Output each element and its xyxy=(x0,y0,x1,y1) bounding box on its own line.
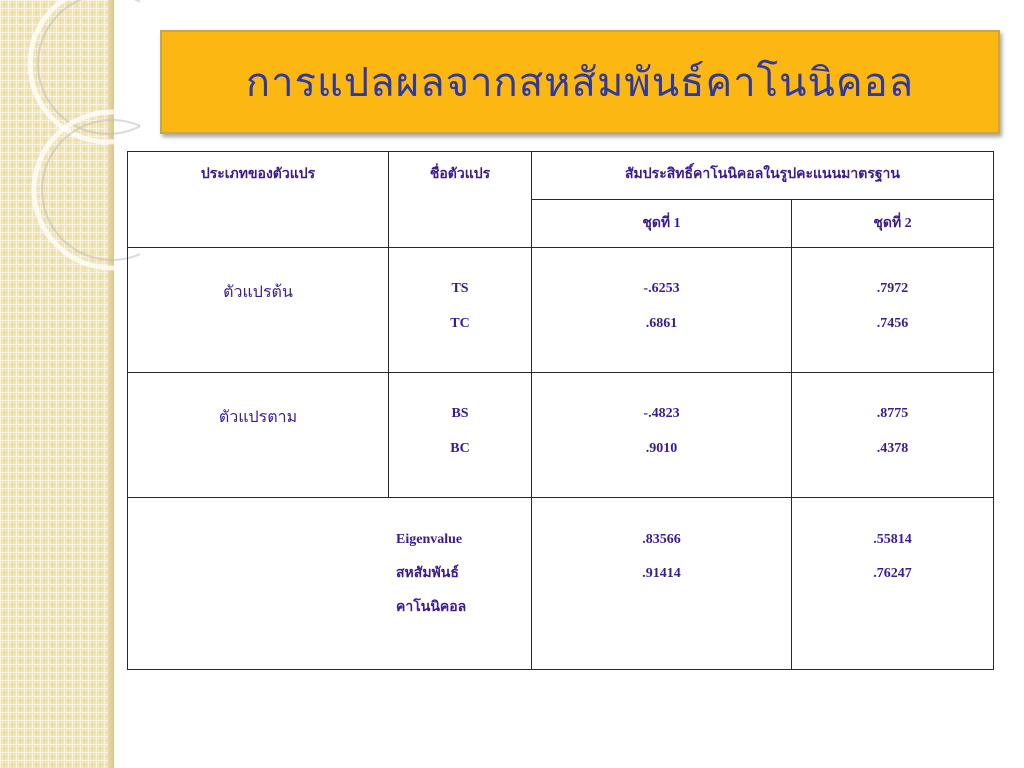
header-set-2: ชุดที่ 2 xyxy=(792,200,994,248)
row-set1-cell: -.6253 .6861 xyxy=(532,248,792,373)
canonical-coefficients-table xyxy=(127,151,994,670)
table-summary-row xyxy=(128,498,994,670)
row-set2-cell: .7972 .7456 xyxy=(792,248,994,373)
header-variable-type: ประเภทของตัวแปร xyxy=(128,152,389,248)
table-row xyxy=(128,248,994,373)
row-vars-cell: TS TC xyxy=(389,248,532,373)
row-type-cell: ตัวแปรตาม xyxy=(128,373,389,498)
row-type-cell: ตัวแปรต้น xyxy=(128,248,389,373)
row-set1-cell: -.4823 .9010 xyxy=(532,373,792,498)
row-set2-cell: .8775 .4378 xyxy=(792,373,994,498)
slide-title: การแปลผลจากสหสัมพันธ์คาโนนิคอล xyxy=(245,60,915,106)
table-row xyxy=(128,373,994,498)
table-header-row xyxy=(128,152,994,200)
title-box xyxy=(160,30,1000,134)
header-set-1: ชุดที่ 1 xyxy=(532,200,792,248)
row-vars-cell: BS BC xyxy=(389,373,532,498)
header-variable-name: ชื่อตัวแปร xyxy=(389,152,532,248)
summary-set2-cell: .55814 .76247 xyxy=(792,498,994,670)
decorative-circles xyxy=(0,0,140,300)
summary-labels-cell: Eigenvalue สหสัมพันธ์ คาโนนิคอล xyxy=(128,498,532,670)
summary-set1-cell: .83566 .91414 xyxy=(532,498,792,670)
header-coefficients: สัมประสิทธิ์คาโนนิคอลในรูปคะแนนมาตรฐาน xyxy=(532,152,994,200)
